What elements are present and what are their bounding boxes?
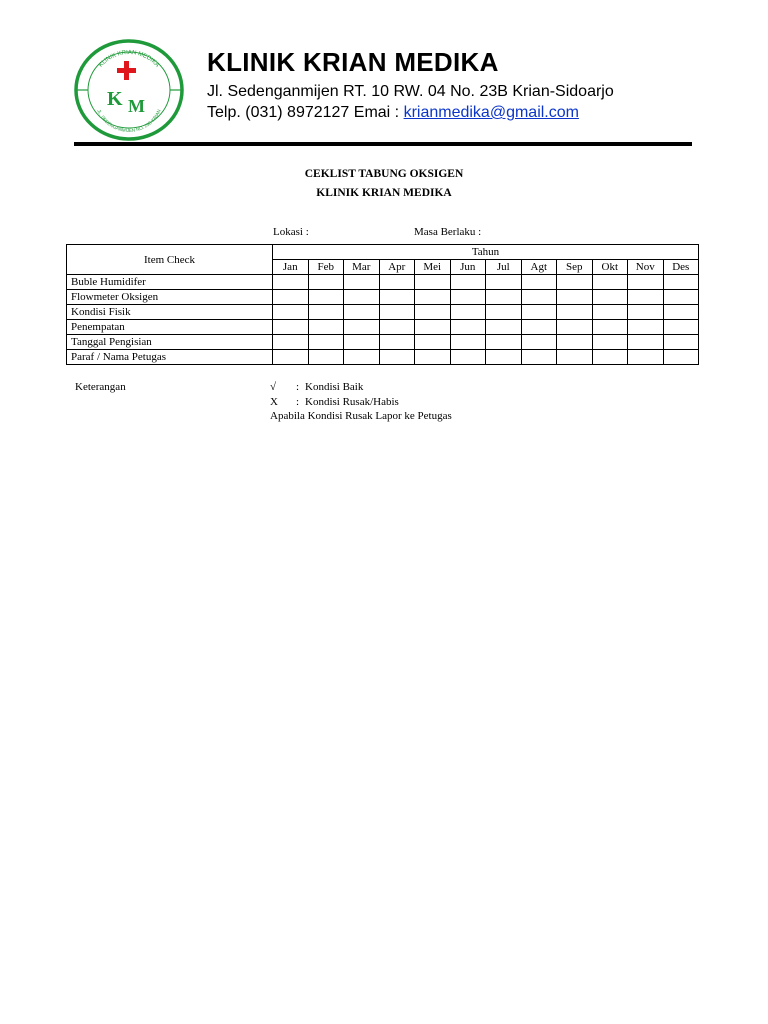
- checklist-cell[interactable]: [308, 290, 344, 305]
- row-label: Flowmeter Oksigen: [67, 290, 273, 305]
- checklist-cell[interactable]: [344, 320, 380, 335]
- checklist-cell[interactable]: [628, 350, 664, 365]
- checklist-cell[interactable]: [450, 320, 486, 335]
- row-label: Tanggal Pengisian: [67, 335, 273, 350]
- row-label: Paraf / Nama Petugas: [67, 350, 273, 365]
- red-cross-icon: [117, 61, 136, 80]
- logo-ring-text: KLINIK KRIAN MEDIKA: [98, 49, 160, 69]
- checklist-cell[interactable]: [663, 275, 699, 290]
- checklist-cell[interactable]: [415, 350, 451, 365]
- logo-ring-bottom-text: JL. SEDENGANMIJEN NO. 23B KRIAN: [96, 108, 162, 134]
- checklist-cell[interactable]: [663, 320, 699, 335]
- legend-title: Keterangan: [75, 381, 126, 393]
- month-header: Mei: [415, 260, 451, 275]
- checklist-cell[interactable]: [592, 290, 628, 305]
- checklist-cell[interactable]: [450, 350, 486, 365]
- checklist-cell[interactable]: [379, 290, 415, 305]
- checklist-cell[interactable]: [415, 275, 451, 290]
- checklist-cell[interactable]: [557, 275, 593, 290]
- month-header: Sep: [557, 260, 593, 275]
- month-header: Nov: [628, 260, 664, 275]
- checklist-cell[interactable]: [663, 335, 699, 350]
- cross-symbol: X: [270, 396, 278, 408]
- clinic-name: KLINIK KRIAN MEDIKA: [207, 47, 499, 77]
- checklist-cell[interactable]: [628, 320, 664, 335]
- logo-initial-m: M: [128, 96, 145, 116]
- checklist-cell[interactable]: [486, 305, 522, 320]
- checklist-cell[interactable]: [592, 335, 628, 350]
- checklist-cell[interactable]: [273, 320, 309, 335]
- checklist-cell[interactable]: [415, 290, 451, 305]
- checklist-cell[interactable]: [557, 320, 593, 335]
- checklist-cell[interactable]: [557, 305, 593, 320]
- checklist-cell[interactable]: [450, 275, 486, 290]
- checklist-table: [66, 244, 699, 365]
- clinic-contact: [207, 104, 579, 122]
- table-row: [67, 305, 699, 320]
- checklist-cell[interactable]: [592, 275, 628, 290]
- month-header: Jan: [273, 260, 309, 275]
- row-label: Penempatan: [67, 320, 273, 335]
- checklist-cell[interactable]: [415, 335, 451, 350]
- logo-initial-k: K: [107, 88, 123, 110]
- year-header: Tahun: [273, 245, 699, 260]
- legend-note: Apabila Kondisi Rusak Lapor ke Petugas: [270, 410, 452, 422]
- checklist-cell[interactable]: [379, 275, 415, 290]
- legend-good-condition: Kondisi Baik: [305, 381, 364, 393]
- month-header: Apr: [379, 260, 415, 275]
- month-header: Mar: [344, 260, 380, 275]
- table-row: [67, 290, 699, 305]
- checklist-cell[interactable]: [344, 275, 380, 290]
- checklist-cell[interactable]: [521, 320, 557, 335]
- checklist-cell[interactable]: [273, 305, 309, 320]
- checklist-cell[interactable]: [663, 290, 699, 305]
- month-header: Jun: [450, 260, 486, 275]
- checklist-cell[interactable]: [308, 320, 344, 335]
- checklist-cell[interactable]: [486, 335, 522, 350]
- checklist-cell[interactable]: [379, 305, 415, 320]
- checklist-cell[interactable]: [628, 290, 664, 305]
- checklist-cell[interactable]: [273, 290, 309, 305]
- checklist-cell[interactable]: [344, 290, 380, 305]
- checklist-cell[interactable]: [273, 275, 309, 290]
- legend-separator: :: [296, 396, 300, 408]
- document-subtitle: KLINIK KRIAN MEDIKA: [316, 187, 452, 199]
- checklist-cell[interactable]: [663, 350, 699, 365]
- checklist-cell[interactable]: [486, 320, 522, 335]
- checklist-cell[interactable]: [521, 290, 557, 305]
- checklist-cell[interactable]: [521, 335, 557, 350]
- checklist-cell[interactable]: [308, 335, 344, 350]
- clinic-logo: [73, 38, 185, 142]
- row-label: Kondisi Fisik: [67, 305, 273, 320]
- checklist-cell[interactable]: [344, 305, 380, 320]
- table-row: [67, 335, 699, 350]
- checklist-cell[interactable]: [592, 305, 628, 320]
- checklist-cell[interactable]: [415, 320, 451, 335]
- legend-separator: :: [296, 381, 300, 393]
- clinic-address: Jl. Sedenganmijen RT. 10 RW. 04 No. 23B Krian-Sidoarjo: [207, 83, 614, 100]
- letterhead-divider: [74, 142, 692, 146]
- table-row: [67, 275, 699, 290]
- checklist-cell[interactable]: [344, 350, 380, 365]
- checklist-cell[interactable]: [521, 275, 557, 290]
- row-label: Buble Humidifer: [67, 275, 273, 290]
- checklist-cell[interactable]: [486, 350, 522, 365]
- checklist-cell[interactable]: [628, 305, 664, 320]
- checklist-cell[interactable]: [308, 275, 344, 290]
- month-header: Okt: [592, 260, 628, 275]
- legend-damaged-condition: Kondisi Rusak/Habis: [305, 396, 399, 408]
- checklist-cell[interactable]: [344, 335, 380, 350]
- checklist-cell[interactable]: [486, 275, 522, 290]
- checklist-cell[interactable]: [557, 335, 593, 350]
- month-header: Agt: [521, 260, 557, 275]
- checklist-cell[interactable]: [628, 335, 664, 350]
- checklist-cell[interactable]: [450, 335, 486, 350]
- checklist-cell[interactable]: [273, 350, 309, 365]
- checklist-cell[interactable]: [592, 350, 628, 365]
- month-header: Jul: [486, 260, 522, 275]
- checklist-cell[interactable]: [273, 335, 309, 350]
- checklist-cell[interactable]: [379, 320, 415, 335]
- checklist-cell[interactable]: [379, 335, 415, 350]
- checklist-cell[interactable]: [557, 350, 593, 365]
- document-title: CEKLIST TABUNG OKSIGEN: [304, 168, 464, 180]
- location-field-label: Lokasi :: [273, 226, 309, 238]
- checklist-cell[interactable]: [592, 320, 628, 335]
- checklist-cell[interactable]: [521, 305, 557, 320]
- checklist-cell[interactable]: [628, 275, 664, 290]
- check-symbol: √: [270, 381, 277, 393]
- checklist-cell[interactable]: [415, 305, 451, 320]
- email-link[interactable]: krianmedika@gmail.com: [403, 104, 579, 121]
- checklist-cell[interactable]: [308, 350, 344, 365]
- table-row: [67, 320, 699, 335]
- checklist-cell[interactable]: [521, 350, 557, 365]
- month-header: Des: [663, 260, 699, 275]
- checklist-cell[interactable]: [308, 305, 344, 320]
- checklist-cell[interactable]: [486, 290, 522, 305]
- validity-field-label: Masa Berlaku :: [414, 226, 482, 238]
- checklist-cell[interactable]: [557, 290, 593, 305]
- checklist-cell[interactable]: [379, 350, 415, 365]
- checklist-cell[interactable]: [450, 290, 486, 305]
- checklist-cell[interactable]: [450, 305, 486, 320]
- month-header: Feb: [308, 260, 344, 275]
- item-check-header: Item Check: [67, 245, 273, 275]
- checklist-cell[interactable]: [663, 305, 699, 320]
- contact-phone-text: Telp. (031) 8972127 Emai :: [207, 104, 404, 121]
- table-row: [67, 350, 699, 365]
